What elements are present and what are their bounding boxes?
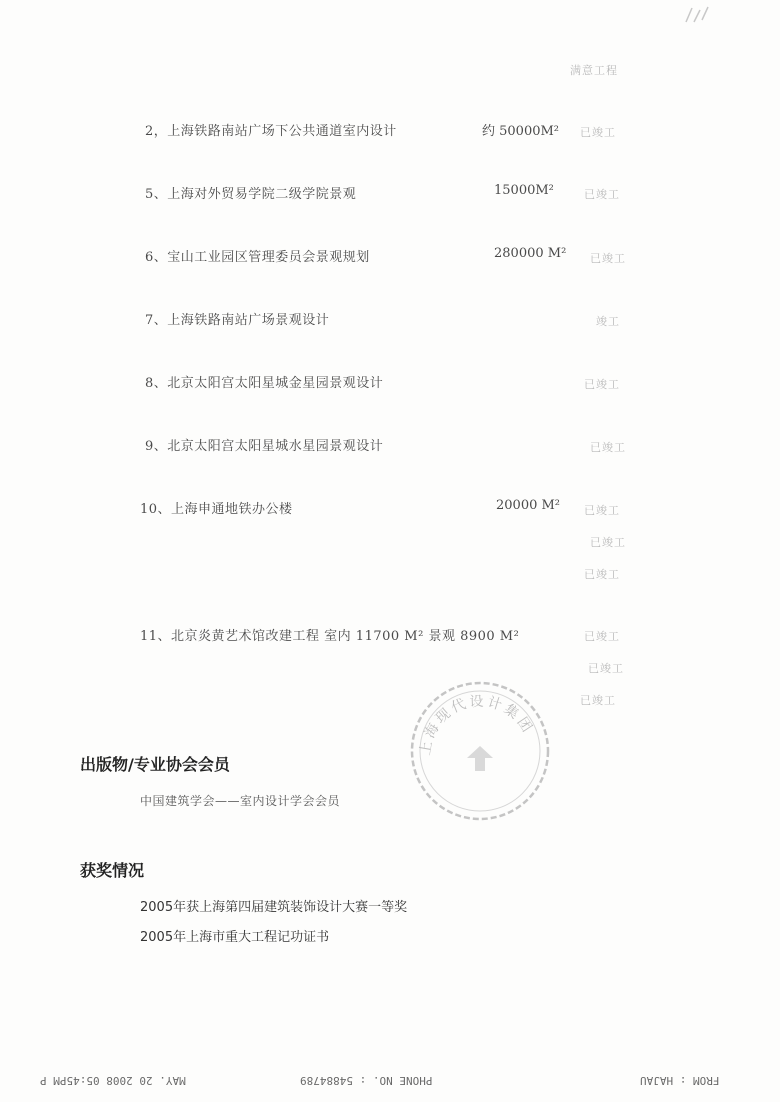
fax-footer-date: MAY. 20 2008 05:45PM P [40,1074,186,1087]
project-status-9: 已竣工 [590,441,626,454]
project-line-5: 5、上海对外贸易学院二级学院景观 [145,187,357,202]
corner-mark-icon [682,4,712,26]
project-status-7: 竣工 [596,315,620,328]
header-note: 满意工程 [570,64,618,77]
project-area-10: 20000 M² [496,498,561,513]
project-line-6: 6、宝山工业园区管理委员会景观规划 [145,250,370,265]
award-item-1: 2005年获上海第四届建筑装饰设计大赛一等奖 [140,900,408,915]
project-status-8: 已竣工 [584,378,620,391]
award-item-2: 2005年上海市重大工程记功证书 [140,930,330,945]
project-area-5: 15000M² [494,183,554,198]
project-line-9: 9、北京太阳宫太阳星城水星园景观设计 [145,439,384,454]
extra-status-3: 已竣工 [588,662,624,675]
fax-footer-phone: PHONE NO. : 54884789 [300,1074,433,1087]
svg-text:上海现代设计集团: 上海现代设计集团 [417,693,537,757]
fax-footer-from: FROM : HAJAU [640,1074,720,1087]
project-area-6: 280000 M² [494,246,567,261]
publication-item: 中国建筑学会——室内设计学会会员 [140,794,341,808]
extra-status-1: 已竣工 [590,536,626,549]
project-status-5: 已竣工 [584,188,620,201]
project-line-2: 2，上海铁路南站广场下公共通道室内设计 [145,124,397,139]
project-status-6: 已竣工 [590,252,626,265]
project-line-11: 11、北京炎黄艺术馆改建工程 室内 11700 M² 景观 8900 M² [140,629,520,644]
project-area-2: 约 50000M² [482,124,560,139]
publications-heading: 出版物/专业协会会员 [80,755,230,774]
company-seal-icon [405,676,555,826]
extra-status-2: 已竣工 [584,568,620,581]
project-line-10: 10、上海申通地铁办公楼 [140,502,293,517]
project-line-8: 8、北京太阳宫太阳星城金星园景观设计 [145,376,384,391]
awards-heading: 获奖情况 [80,861,145,880]
project-status-10: 已竣工 [584,504,620,517]
extra-status-4: 已竣工 [580,694,616,707]
project-line-7: 7、上海铁路南站广场景观设计 [145,313,330,328]
project-status-2: 已竣工 [580,126,616,139]
project-status-11: 已竣工 [584,630,620,643]
